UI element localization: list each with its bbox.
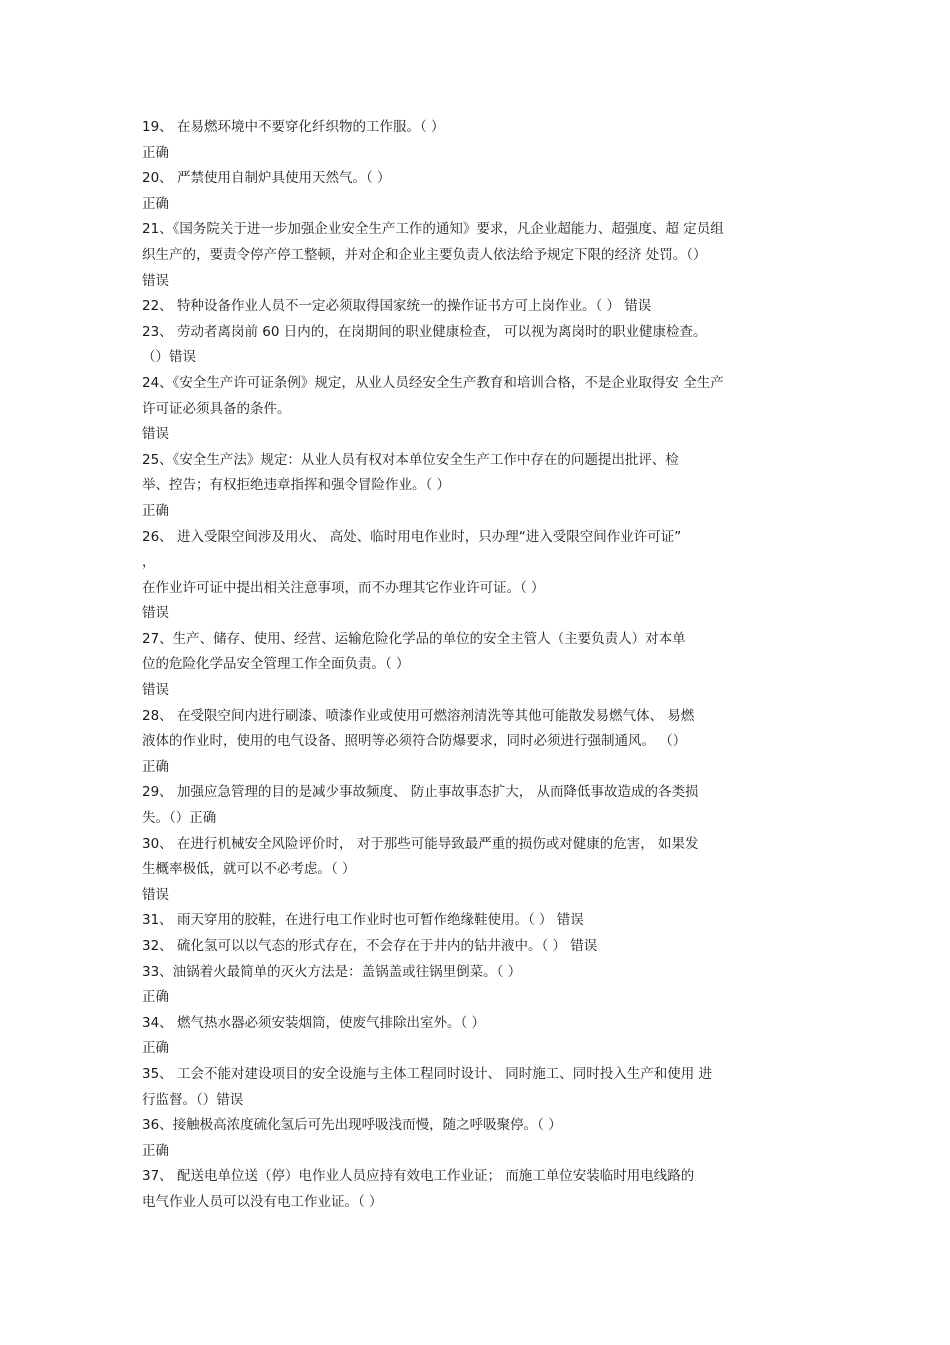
text-line: 33、油锅着火最简单的灭火方法是：盖锅盖或往锅里倒菜。（ ） xyxy=(142,963,522,980)
text-line: 正确 xyxy=(142,758,169,775)
text-line: 许可证必须具备的条件。 xyxy=(142,400,291,417)
text-line: 21、《国务院关于进一步加强企业安全生产工作的通知》要求，凡企业超能力、超强度、超 定员组 xyxy=(142,221,724,238)
text-line: 错误 xyxy=(142,886,169,903)
text-line: 正确 xyxy=(142,144,169,161)
text-line: 20、 严禁使用自制炉具使用天然气。（ ） xyxy=(142,170,391,187)
text-line: 35、 工会不能对建设项目的安全设施与主体工程同时设计、 同时施工、同时投入生产和使用 进 xyxy=(142,1065,713,1082)
text-line: 26、 进入受限空间涉及用火、 高处、临时用电作业时，只办理“进入受限空间作业许可证” xyxy=(142,528,682,545)
text-line: 27、生产、储存、使用、经营、运输危险化学品的单位的安全主管人（主要负责人）对本单 xyxy=(142,630,686,647)
text-line: 正确 xyxy=(142,195,169,212)
text-line: 失。（）正确 xyxy=(142,810,217,827)
text-line: 错误 xyxy=(142,682,169,699)
text-line: 织生产的，要责令停产停工整顿，并对企和企业主要负责人依法给予规定下限的经济 处罚。（） xyxy=(142,246,707,263)
text-line: 正确 xyxy=(142,502,169,519)
text-line: 在作业许可证中提出相关注意事项，而不办理其它作业许可证。（ ） xyxy=(142,579,545,596)
text-line: 34、 燃气热水器必须安装烟筒，使废气排除出室外。（ ） xyxy=(142,1014,486,1031)
text-line: 22、 特种设备作业人员不一定必须取得国家统一的操作证书方可上岗作业。（ ） 错误 xyxy=(142,298,652,315)
text-line: 错误 xyxy=(142,272,169,289)
text-line: 32、 硫化氢可以以气态的形式存在，不会存在于井内的钻井液中。（ ） 错误 xyxy=(142,938,598,954)
text-line: 25、《安全生产法》规定：从业人员有权对本单位安全生产工作中存在的问题提出批评、检 xyxy=(142,451,679,468)
text-line: 错误 xyxy=(142,426,169,443)
text-line: （）错误 xyxy=(142,349,196,366)
text-line: 30、 在进行机械安全风险评价时， 对于那些可能导致最严重的损伤或对健康的危害， 如果发 xyxy=(142,835,699,852)
text-line: 23、 劳动者离岗前 60 日内的，在岗期间的职业健康检查， 可以视为离岗时的职业健康检查。 xyxy=(142,323,707,340)
text-line: 液体的作业时，使用的电气设备、照明等必须符合防爆要求，同时必须进行强制通风。 （） xyxy=(142,733,687,750)
text-line: 正确 xyxy=(142,1040,169,1057)
text-line: 37、 配送电单位送（停）电作业人员应持有效电工作业证； 而施工单位安装临时用电线路的 xyxy=(142,1168,695,1185)
text-line: 29、 加强应急管理的目的是减少事故频度、 防止事故事态扩大， 从而降低事故造成的各类损 xyxy=(142,784,699,801)
document-page xyxy=(142,115,807,1216)
text-line: 位的危险化学品安全管理工作全面负责。（ ） xyxy=(142,656,410,673)
text-line: 31、 雨天穿用的胶鞋，在进行电工作业时也可暂作绝缘鞋使用。（ ） 错误 xyxy=(142,912,584,929)
text-line: 电气作业人员可以没有电工作业证。（ ） xyxy=(142,1193,383,1210)
text-line: ， xyxy=(142,554,156,571)
text-line: 错误 xyxy=(142,605,169,622)
text-line: 28、 在受限空间内进行刷漆、喷漆作业或使用可燃溶剂清洗等其他可能散发易燃气体、 易燃 xyxy=(142,707,695,724)
text-line: 举、控告；有权拒绝违章指挥和强令冒险作业。（ ） xyxy=(142,477,451,494)
text-line: 生概率极低，就可以不必考虑。（ ） xyxy=(142,861,356,878)
text-line: 正确 xyxy=(142,989,169,1006)
text-line: 行监督。（）错误 xyxy=(142,1091,244,1108)
text-line: 36、接触极高浓度硫化氢后可先出现呼吸浅而慢，随之呼吸聚停。（ ） xyxy=(142,1117,562,1134)
text-line: 24、《安全生产许可证条例》规定，从业人员经安全生产教育和培训合格，不是企业取得安 全生产 xyxy=(142,374,724,391)
text-line: 正确 xyxy=(142,1142,169,1159)
text-line: 19、 在易燃环境中不要穿化纤织物的工作服。（ ） xyxy=(142,119,445,135)
